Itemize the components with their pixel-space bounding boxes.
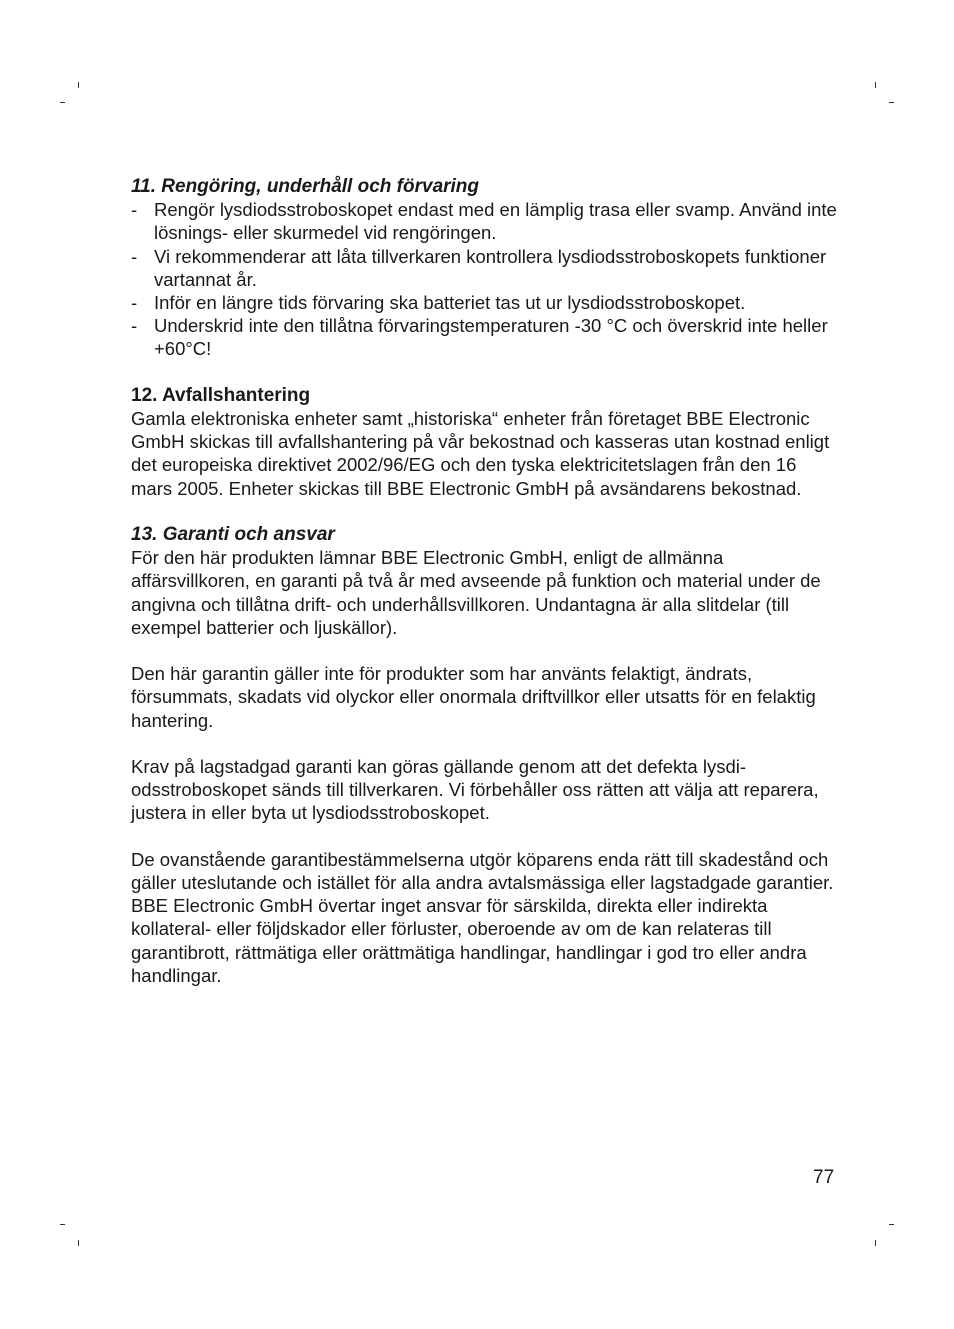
crop-mark-bottom-left-v [78, 1240, 79, 1246]
section-12-paragraph: Gamla elektroniska enheter samt „historiska“ enheter från företaget BBE Electronic GmbH skickas till avfallshantering på vår bekostnad och kasseras utan kostnad enligt det europeiska direktivet 2002/96/EG och den tyska elektricitetslagen från den 16 mars 2005. Enheter skickas till BBE Electronic GmbH på avsändarens bekostnad. [131, 408, 830, 499]
page-content [131, 175, 841, 987]
list-item [131, 314, 841, 360]
crop-mark-bottom-right-v [875, 1240, 876, 1246]
crop-mark-bottom-right-h [889, 1224, 894, 1225]
section-11-list [131, 198, 841, 360]
bullet-dash: - [131, 315, 138, 337]
section-13-paragraph-4: De ovanstående garantibestämmelserna utgör köparens enda rätt till skadestånd och gäller uteslutande och istället för alla andra avtalsmässiga eller lagstadgade garantier. BBE Electronic GmbH övertar inget ansvar för särskilda, direkta eller indirekta kollateral- eller följdskador eller förluster, oberoende av om de kan relateras till garantibrott, rättmätiga eller orättmätiga handlingar, handlingar i god tro eller andra handlingar. [131, 848, 834, 986]
list-item [131, 291, 841, 314]
crop-mark-top-right-v [875, 82, 876, 88]
list-item-text: Underskrid inte den tillåtna förvaringstemperaturen -30 °C och överskrid inte heller +60°C! [154, 315, 828, 360]
section-12-heading: 12. Avfallshantering [131, 384, 311, 406]
section-13-paragraph-3: Krav på lagstadgad garanti kan göras gällande genom att det defekta lysdi-odsstroboskopet sänds till tillverkaren. Vi förbehåller oss rätten att välja att reparera, justera in eller byta ut lysdiodsstroboskopet. [131, 756, 819, 824]
crop-mark-bottom-left-h [60, 1224, 65, 1225]
bullet-dash: - [131, 199, 138, 221]
list-item-text: Inför en längre tids förvaring ska batteriet tas ut ur lysdiodsstroboskopet. [154, 292, 746, 314]
crop-mark-top-left-h [60, 102, 65, 103]
crop-mark-top-right-h [889, 102, 894, 103]
section-13-paragraph-2: Den här garantin gäller inte för produkter som har använts felaktigt, ändrats, försummats, skadats vid olyckor eller onormala driftvillkor eller utsatts för en felaktig hantering. [131, 663, 816, 731]
list-item [131, 198, 841, 244]
section-13-paragraph-1: För den här produkten lämnar BBE Electronic GmbH, enligt de allmänna affärsvillkoren, en garanti på två år med avseende på funktion och material under de angivna och tillåtna drift- och underhållsvillkoren. Undantagna är alla slitdelar (till exempel batterier och ljuskällor). [131, 547, 821, 638]
bullet-dash: - [131, 245, 138, 267]
crop-mark-top-left-v [78, 82, 79, 88]
list-item-text: Rengör lysdiodsstroboskopet endast med en lämplig trasa eller svamp. Använd inte lösnings- eller skurmedel vid rengöringen. [154, 199, 837, 244]
page-number: 77 [813, 1167, 835, 1188]
list-item [131, 245, 841, 291]
list-item-text: Vi rekommenderar att låta tillverkaren kontrollera lysdiodsstroboskopets funktioner vartannat år. [154, 245, 827, 290]
bullet-dash: - [131, 292, 138, 314]
section-11-heading: 11. Rengöring, underhåll och förvaring [131, 176, 480, 197]
section-13-heading: 13. Garanti och ansvar [131, 524, 335, 546]
